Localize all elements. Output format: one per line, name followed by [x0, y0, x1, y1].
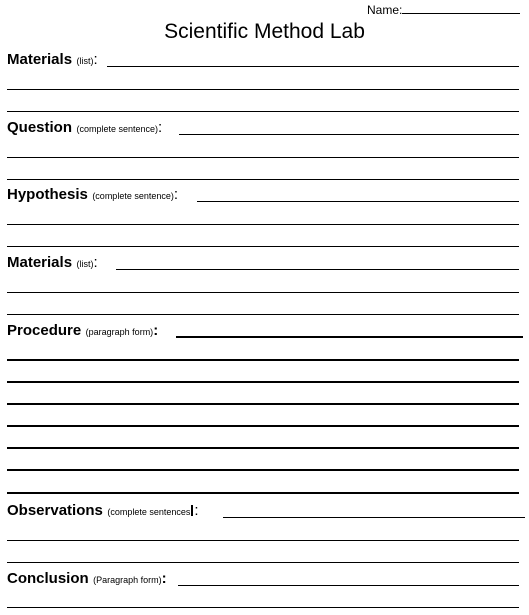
section-label-materials: Materials (list):: [7, 51, 98, 68]
answer-line[interactable]: [7, 492, 519, 494]
name-label: Name:: [367, 3, 403, 17]
answer-line[interactable]: [7, 403, 519, 405]
answer-line[interactable]: [7, 314, 519, 315]
name-field[interactable]: [367, 2, 520, 17]
answer-line[interactable]: [116, 269, 519, 270]
section-label-hypothesis: Hypothesis (complete sentence):: [7, 186, 179, 203]
answer-line[interactable]: [197, 201, 519, 202]
answer-line[interactable]: [7, 89, 519, 90]
answer-line[interactable]: [7, 540, 519, 541]
answer-line[interactable]: [7, 157, 519, 158]
page-title: Scientific Method Lab: [164, 20, 365, 43]
name-blank[interactable]: [402, 2, 520, 14]
answer-line[interactable]: [7, 607, 519, 608]
section-label-question: Question (complete sentence):: [7, 119, 163, 136]
answer-line[interactable]: [7, 469, 519, 471]
answer-line[interactable]: [223, 517, 525, 518]
section-label-materials: Materials (list):: [7, 254, 98, 271]
answer-line[interactable]: [7, 111, 519, 112]
answer-line[interactable]: [7, 447, 519, 449]
answer-line[interactable]: [7, 562, 519, 563]
section-label-observations: Observations (complete sentences :: [7, 502, 199, 519]
answer-line[interactable]: [176, 336, 523, 338]
answer-line[interactable]: [179, 134, 519, 135]
answer-line[interactable]: [7, 179, 519, 180]
answer-line[interactable]: [7, 425, 519, 427]
answer-line[interactable]: [7, 246, 519, 247]
answer-line[interactable]: [7, 359, 519, 361]
answer-line[interactable]: [7, 381, 519, 383]
answer-line[interactable]: [178, 585, 519, 586]
section-label-procedure: Procedure (paragraph form):: [7, 322, 159, 339]
section-label-conclusion: Conclusion (Paragraph form):: [7, 570, 167, 587]
answer-line[interactable]: [7, 292, 519, 293]
answer-line[interactable]: [107, 66, 519, 67]
answer-line[interactable]: [7, 224, 519, 225]
